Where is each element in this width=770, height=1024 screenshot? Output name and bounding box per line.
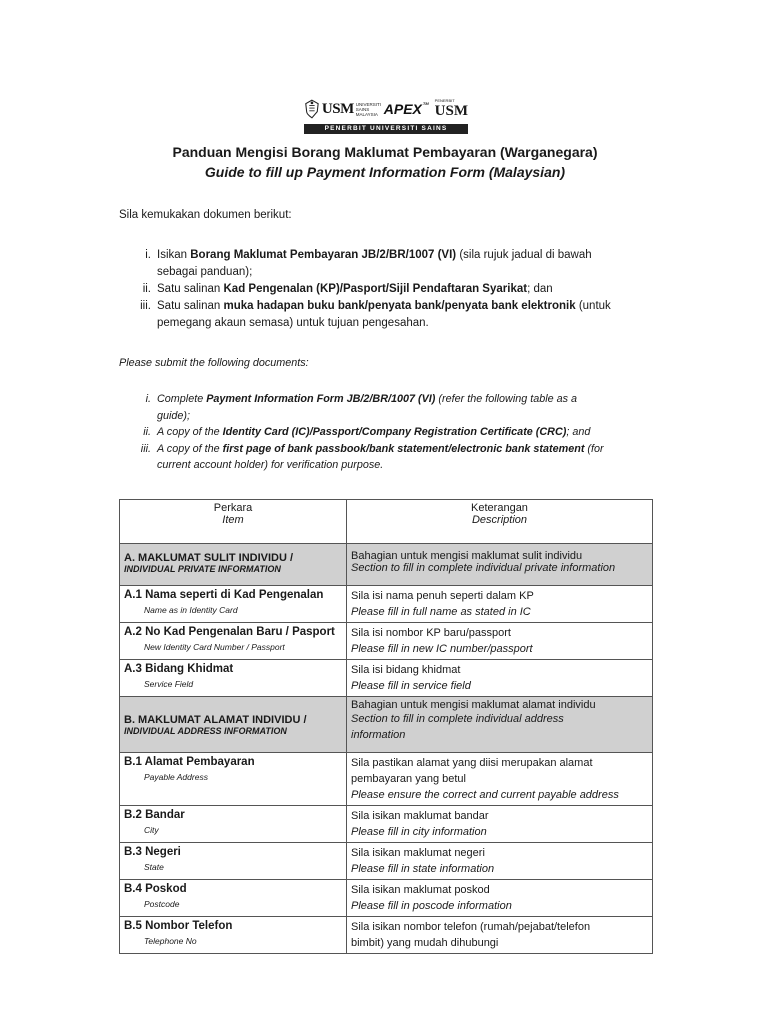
list-item: ii. Satu salinan Kad Pengenalan (KP)/Pasport/Sijil Pendaftaran Syarikat; dan <box>142 283 553 295</box>
table-row: A.1 Nama seperti di Kad Pengenalan Name as in Identity Card Sila isi nama penuh seperti dalam KP Please fill in full name as stated in IC <box>120 586 653 623</box>
list-item: iii. A copy of the first page of bank passbook/bank statement/electronic bank statement (for current account holder) for verification purpose. <box>140 442 604 471</box>
table-row: B.5 Nombor Telefon Telephone No Sila isikan nombor telefon (rumah/pejabat/telefon bimbit) yang mudah dihubungi <box>120 917 653 954</box>
table-row: B.4 Poskod Postcode Sila isikan maklumat poskod Please fill in poscode information <box>120 880 653 917</box>
document-list-malay <box>119 247 659 332</box>
intro-english: Please submit the following documents: <box>119 357 309 369</box>
logo-band: PENERBIT UNIVERSITI SAINS MALAYSIA <box>304 124 468 134</box>
section-b-row: B. MAKLUMAT ALAMAT INDIVIDU / INDIVIDUAL ADDRESS INFORMATION Bahagian untuk mengisi maklumat alamat individu Section to fill in complete individual address information <box>120 697 653 753</box>
table-row: A.3 Bidang Khidmat Service Field Sila isi bidang khidmat Please fill in service field <box>120 660 653 697</box>
header-item: Perkara Item <box>120 500 347 544</box>
list-item: i. Isikan Borang Maklumat Pembayaran JB/2/BR/1007 (VI) (sila rujuk jadual di bawah sebagai panduan); <box>145 249 592 278</box>
list-item: iii. Satu salinan muka hadapan buku bank/penyata bank/penyata bank elektronik (untuk pemegang akaun semasa) untuk tujuan pengesahan. <box>140 300 611 329</box>
header-description: Keterangan Description <box>347 500 653 544</box>
table-row: A.2 No Kad Pengenalan Baru / Pasport New Identity Card Number / Passport Sila isi nombor KP baru/passport Please fill in new IC number/passport <box>120 623 653 660</box>
document-list-english <box>119 391 659 474</box>
list-item: ii. A copy of the Identity Card (IC)/Passport/Company Registration Certificate (CRC); and <box>143 426 591 438</box>
section-a-row: A. MAKLUMAT SULIT INDIVIDU / INDIVIDUAL PRIVATE INFORMATION Bahagian untuk mengisi maklumat sulit individu Section to fill in complete individual private information <box>120 544 653 586</box>
penerbit-usm-logo: PENERBIT USM <box>434 98 468 119</box>
usm-logo-subtext: UNIVERSITI SAINS MALAYSIA <box>355 101 382 117</box>
title-english: Guide to fill up Payment Information Form (Malaysian) <box>204 164 566 180</box>
table-row: B.2 Bandar City Sila isikan maklumat bandar Please fill in city information <box>120 806 653 843</box>
guide-table <box>119 499 653 954</box>
apex-logo-text: APEX™ <box>383 101 429 117</box>
table-row: B.1 Alamat Pembayaran Payable Address Sila pastikan alamat yang diisi merupakan alamat pembayaran yang betul Please ensure the correct and current payable address <box>120 753 653 806</box>
table-row: B.3 Negeri State Sila isikan maklumat negeri Please fill in state information <box>120 843 653 880</box>
title-malay: Panduan Mengisi Borang Maklumat Pembayaran (Warganegara) <box>172 144 598 160</box>
usm-logo-text: USM <box>321 100 354 117</box>
intro-malay: Sila kemukakan dokumen berikut: <box>119 209 292 221</box>
publisher-logo <box>304 96 468 142</box>
university-crest-icon <box>304 98 320 120</box>
table-header-row <box>120 500 653 544</box>
list-item: i. Complete Payment Information Form JB/2/BR/1007 (VI) (refer the following table as a guide); <box>145 393 578 422</box>
